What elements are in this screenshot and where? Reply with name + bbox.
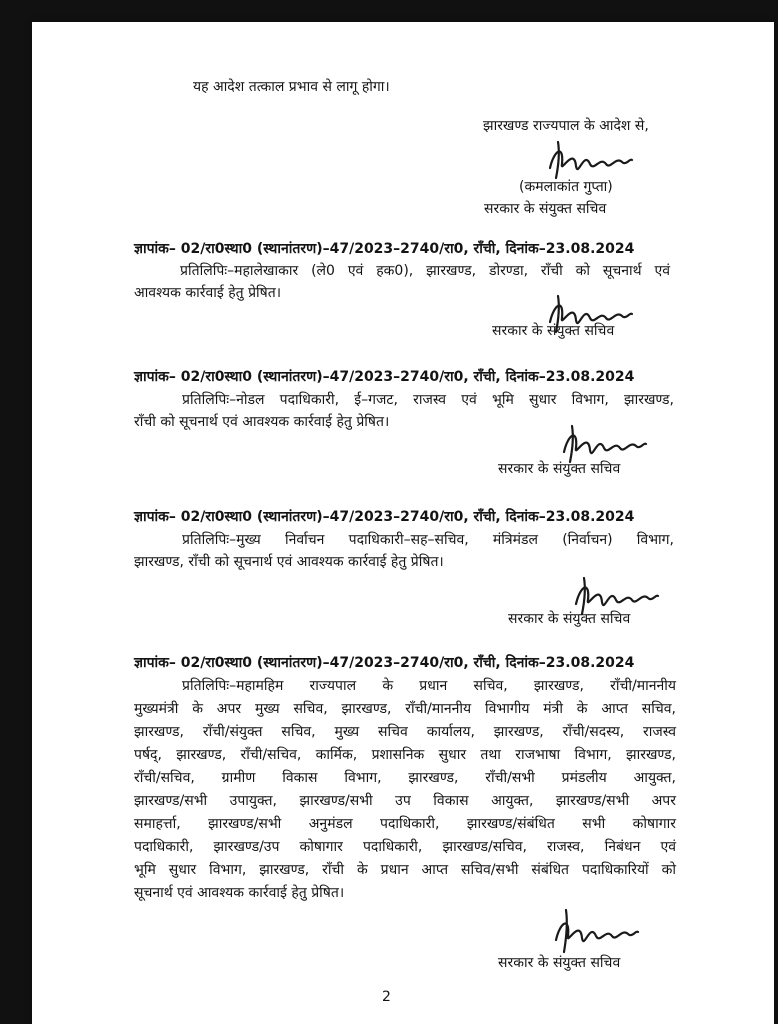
memo-text-line: प्रतिलिपिः–महामहिम राज्यपाल के प्रधान सचिव, झारखण्ड, राँची/माननीय bbox=[182, 678, 676, 694]
memo-text-line: आवश्यक कार्रवाई हेतु प्रेषित। bbox=[134, 285, 282, 301]
signatory-title: सरकार के संयुक्त सचिव bbox=[508, 611, 631, 627]
memo-text-line: झारखण्ड, राँची/संयुक्त सचिव, मुख्य सचिव कार्यालय, झारखण्ड, राँची/सदस्य, राजस्व bbox=[134, 724, 676, 740]
memo-text-line: प्रतिलिपिः–महालेखाकार (ले0 एवं हक0), झारखण्ड, डोरण्डा, राँची को सूचनार्थ एवं bbox=[180, 263, 670, 279]
memo-text-line: पर्षद्, झारखण्ड, राँची/सचिव, कार्मिक, प्रशासनिक सुधार तथा राजभाषा विभाग, झारखण्ड, bbox=[134, 747, 676, 763]
signatory-title: सरकार के संयुक्त सचिव bbox=[498, 461, 621, 477]
memo-text-line: पदाधिकारी, झारखण्ड/उप कोषागार पदाधिकारी, झारखण्ड/सचिव, राजस्व, निबंधन एवं bbox=[134, 839, 676, 855]
signature bbox=[544, 138, 636, 182]
memo-text-line: समाहर्त्ता, झारखण्ड/सभी अनुमंडल पदाधिकारी, झारखण्ड/संबंधित सभी कोषागार bbox=[134, 816, 676, 832]
signatory-name: (कमलाकांत गुप्ता) bbox=[519, 179, 613, 195]
memo-text-line: राँची को सूचनार्थ एवं आवश्यक कार्रवाई हेतु प्रेषित। bbox=[134, 414, 390, 430]
memo-text-line: झारखण्ड, राँची को सूचनार्थ एवं आवश्यक कार्रवाई हेतु प्रेषित। bbox=[134, 554, 444, 570]
signatory-title: सरकार के संयुक्त सचिव bbox=[484, 201, 607, 217]
memo-text-line: मुख्यमंत्री के अपर मुख्य सचिव, झारखण्ड, राँची/माननीय विभागीय मंत्री के आप्त सचिव, bbox=[134, 701, 676, 717]
authority-line: झारखण्ड राज्यपाल के आदेश से, bbox=[483, 118, 649, 134]
signatory-title: सरकार के संयुक्त सचिव bbox=[498, 955, 621, 971]
memo-text-line: झारखण्ड/सभी उपायुक्त, झारखण्ड/सभी उप विकास आयुक्त, झारखण्ड/सभी अपर bbox=[134, 793, 676, 809]
memo-text-line: राँची/सचिव, ग्रामीण विकास विभाग, झारखण्ड, राँची/सभी प्रमंडलीय आयुक्त, bbox=[134, 770, 676, 786]
signatory-title: सरकार के संयुक्त सचिव bbox=[492, 323, 615, 339]
signature bbox=[550, 908, 642, 956]
memo-text-line: सूचनार्थ एवं आवश्यक कार्रवाई हेतु प्रेषित। bbox=[134, 885, 345, 901]
opening-line: यह आदेश तत्काल प्रभाव से लागू होगा। bbox=[193, 79, 390, 95]
memo-text-line: प्रतिलिपिः–मुख्य निर्वाचन पदाधिकारी–सह–सचिव, मंत्रिमंडल (निर्वाचन) विभाग, bbox=[182, 532, 674, 548]
memo-number: ज्ञापांक– 02/रा0स्था0 (स्थानांतरण)–47/2023–2740/रा0, राँची, दिनांक–23.08.2024 bbox=[134, 655, 635, 671]
memo-text-line: प्रतिलिपिः–नोडल पदाधिकारी, ई–गजट, राजस्व एवं भूमि सुधार विभाग, झारखण्ड, bbox=[182, 392, 674, 408]
page-number: 2 bbox=[382, 989, 391, 1005]
document-page bbox=[32, 22, 774, 1024]
memo-number: ज्ञापांक– 02/रा0स्था0 (स्थानांतरण)–47/2023–2740/रा0, राँची, दिनांक–23.08.2024 bbox=[134, 509, 635, 525]
memo-number: ज्ञापांक– 02/रा0स्था0 (स्थानांतरण)–47/2023–2740/रा0, राँची, दिनांक–23.08.2024 bbox=[134, 369, 635, 385]
memo-text-line: भूमि सुधार विभाग, झारखण्ड, राँची के प्रधान आप्त सचिव/सभी संबंधित पदाधिकारियों को bbox=[134, 862, 676, 878]
memo-number: ज्ञापांक– 02/रा0स्था0 (स्थानांतरण)–47/2023–2740/रा0, राँची, दिनांक–23.08.2024 bbox=[134, 241, 635, 257]
